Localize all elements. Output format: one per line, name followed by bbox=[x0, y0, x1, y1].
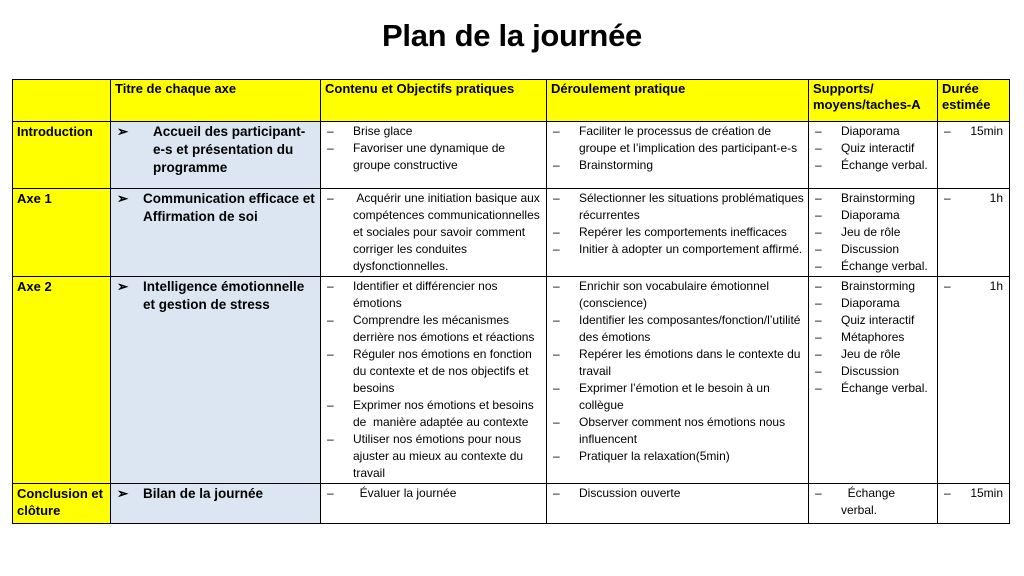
list-item bbox=[813, 278, 933, 295]
dash-bullet-icon: – bbox=[815, 313, 822, 327]
dash-bullet-icon: – bbox=[553, 486, 560, 500]
list-item bbox=[551, 123, 804, 157]
dash-bullet-icon: – bbox=[553, 279, 560, 293]
list-item-text: Diaporama bbox=[841, 208, 900, 222]
dash-bullet-icon: – bbox=[327, 313, 334, 327]
list-item bbox=[813, 123, 933, 140]
contenu-cell bbox=[321, 277, 547, 484]
list-item bbox=[551, 241, 804, 258]
header-empty bbox=[13, 80, 111, 122]
dash-bullet-icon: – bbox=[553, 158, 560, 172]
dash-bullet-icon: – bbox=[815, 330, 822, 344]
list-item bbox=[551, 414, 804, 448]
header-row bbox=[13, 80, 1010, 122]
arrow-bullet-icon: ➢ bbox=[117, 279, 129, 294]
list-item bbox=[325, 190, 542, 275]
contenu-cell bbox=[321, 122, 547, 189]
arrow-bullet-icon: ➢ bbox=[117, 191, 129, 206]
list-item-text: Exprimer l’émotion et le besoin à un collègue bbox=[579, 381, 774, 412]
row-label: Axe 2 bbox=[13, 277, 111, 484]
list-item-text: Réguler nos émotions en fonction du contexte et de nos objectifs et besoins bbox=[353, 347, 536, 395]
dash-bullet-icon: – bbox=[553, 313, 560, 327]
list-item bbox=[813, 346, 933, 363]
list-item bbox=[813, 207, 933, 224]
list-item-text: Brainstorming bbox=[841, 279, 916, 293]
list-item-text: Identifier les composantes/fonction/l’utilité des émotions bbox=[579, 313, 804, 344]
header-supports: Supports/ moyens/taches-A bbox=[809, 80, 938, 122]
axis-title: Communication efficace et Affirmation de soi bbox=[143, 191, 315, 224]
list-item bbox=[813, 363, 933, 380]
list-item bbox=[551, 278, 804, 312]
duration-value: 15min bbox=[970, 124, 1003, 138]
list-item bbox=[813, 190, 933, 207]
list-item-text: Brise glace bbox=[353, 124, 413, 138]
arrow-bullet-icon: ➢ bbox=[117, 486, 129, 501]
table-row bbox=[13, 189, 1010, 277]
list-item bbox=[551, 157, 804, 174]
dash-bullet-icon: – bbox=[553, 124, 560, 138]
list-item-text: Jeu de rôle bbox=[841, 347, 901, 361]
dash-bullet-icon: – bbox=[815, 364, 822, 378]
list-item-text: Comprendre les mécanismes derrière nos émotions et réactions bbox=[353, 313, 535, 344]
list-item bbox=[813, 295, 933, 312]
list-item bbox=[325, 485, 542, 502]
dash-bullet-icon: – bbox=[815, 225, 822, 239]
dash-bullet-icon: – bbox=[815, 279, 822, 293]
list-item-text: Quiz interactif bbox=[841, 313, 915, 327]
list-item-text: Acquérir une initiation basique aux compétences communicationnelles et sociales pour savoir comment corriger les conduites dysfonctionnelles. bbox=[353, 191, 544, 273]
list-item-text: Discussion bbox=[841, 242, 900, 256]
list-item-text: Quiz interactif bbox=[841, 141, 915, 155]
dash-bullet-icon: – bbox=[553, 191, 560, 205]
list-item bbox=[551, 380, 804, 414]
page-title: Plan de la journée bbox=[382, 18, 642, 53]
list-item-text: Diaporama bbox=[841, 296, 900, 310]
list-item bbox=[942, 123, 1005, 140]
supports-cell bbox=[809, 189, 938, 277]
supports-cell bbox=[809, 277, 938, 484]
duration-cell bbox=[938, 122, 1010, 189]
list-item bbox=[813, 258, 933, 275]
list-item bbox=[813, 224, 933, 241]
list-item bbox=[551, 312, 804, 346]
list-item bbox=[325, 346, 542, 397]
dash-bullet-icon: – bbox=[815, 124, 822, 138]
list-item-text: Initier à adopter un comportement affirmé. bbox=[579, 242, 803, 256]
list-item-text: Repérer les comportements inefficaces bbox=[579, 225, 787, 239]
list-item-text: Favoriser une dynamique de groupe constructive bbox=[353, 141, 509, 172]
list-item bbox=[813, 380, 933, 397]
dash-bullet-icon: – bbox=[327, 141, 334, 155]
list-item bbox=[551, 346, 804, 380]
deroulement-cell bbox=[547, 484, 809, 524]
dash-bullet-icon: – bbox=[327, 191, 334, 205]
dash-bullet-icon: – bbox=[815, 141, 822, 155]
dash-bullet-icon: – bbox=[815, 296, 822, 310]
dash-bullet-icon: – bbox=[815, 259, 822, 273]
dash-bullet-icon: – bbox=[553, 347, 560, 361]
dash-bullet-icon: – bbox=[815, 158, 822, 172]
axis-title-cell bbox=[111, 189, 321, 277]
row-label: Conclusion et clôture bbox=[13, 484, 111, 524]
deroulement-cell bbox=[547, 277, 809, 484]
list-item bbox=[325, 140, 542, 174]
list-item bbox=[813, 140, 933, 157]
agenda-table bbox=[12, 79, 1010, 524]
deroulement-cell bbox=[547, 189, 809, 277]
list-item-text: Diaporama bbox=[841, 124, 900, 138]
axis-title: Intelligence émotionnelle et gestion de stress bbox=[143, 279, 305, 312]
arrow-bullet-icon: ➢ bbox=[117, 124, 129, 139]
list-item-text: Utiliser nos émotions pour nous ajuster au mieux au contexte du travail bbox=[353, 432, 527, 480]
dash-bullet-icon: – bbox=[815, 191, 822, 205]
list-item-text: Identifier et différencier nos émotions bbox=[353, 279, 501, 310]
duration-value: 1h bbox=[989, 279, 1003, 293]
header-procedure: Déroulement pratique bbox=[547, 80, 809, 122]
contenu-cell bbox=[321, 484, 547, 524]
list-item-text: Brainstorming bbox=[841, 191, 916, 205]
list-item-text: Discussion bbox=[841, 364, 900, 378]
list-item bbox=[813, 312, 933, 329]
list-item bbox=[551, 448, 804, 465]
list-item bbox=[813, 157, 933, 174]
list-item-text: Échange verbal. bbox=[841, 158, 928, 172]
axis-title: Bilan de la journée bbox=[143, 486, 264, 501]
row-label: Introduction bbox=[13, 122, 111, 189]
header-duration: Durée estimée bbox=[938, 80, 1010, 122]
header-content: Contenu et Objectifs pratiques bbox=[321, 80, 547, 122]
list-item bbox=[813, 241, 933, 258]
list-item bbox=[325, 123, 542, 140]
dash-bullet-icon: – bbox=[327, 347, 334, 361]
list-item-text: Discussion ouverte bbox=[579, 486, 681, 500]
list-item-text: Brainstorming bbox=[579, 158, 654, 172]
dash-bullet-icon: – bbox=[815, 208, 822, 222]
table-row bbox=[13, 484, 1010, 524]
axis-title-cell bbox=[111, 122, 321, 189]
duration-cell bbox=[938, 277, 1010, 484]
dash-bullet-icon: – bbox=[327, 432, 334, 446]
duration-value: 15min bbox=[970, 486, 1003, 500]
list-item bbox=[325, 278, 542, 312]
dash-bullet-icon: – bbox=[553, 415, 560, 429]
list-item-text: Échange verbal. bbox=[841, 486, 899, 517]
dash-bullet-icon: – bbox=[553, 381, 560, 395]
dash-bullet-icon: – bbox=[944, 279, 951, 293]
duration-cell bbox=[938, 484, 1010, 524]
list-item bbox=[325, 397, 542, 431]
dash-bullet-icon: – bbox=[327, 279, 334, 293]
dash-bullet-icon: – bbox=[815, 347, 822, 361]
table-row bbox=[13, 277, 1010, 484]
dash-bullet-icon: – bbox=[944, 191, 951, 205]
dash-bullet-icon: – bbox=[815, 242, 822, 256]
row-label: Axe 1 bbox=[13, 189, 111, 277]
supports-cell bbox=[809, 122, 938, 189]
list-item-text: Repérer les émotions dans le contexte du travail bbox=[579, 347, 804, 378]
duration-value: 1h bbox=[989, 191, 1003, 205]
list-item-text: Jeu de rôle bbox=[841, 225, 901, 239]
list-item bbox=[551, 485, 804, 502]
axis-title: Accueil des participant-e-s et présentation du programme bbox=[153, 124, 306, 175]
axis-title-cell bbox=[111, 484, 321, 524]
contenu-cell bbox=[321, 189, 547, 277]
list-item-text: Enrichir son vocabulaire émotionnel (conscience) bbox=[579, 279, 773, 310]
dash-bullet-icon: – bbox=[815, 381, 822, 395]
list-item bbox=[942, 278, 1005, 295]
list-item bbox=[551, 224, 804, 241]
list-item-text: Échange verbal. bbox=[841, 259, 928, 273]
axis-title-cell bbox=[111, 277, 321, 484]
duration-cell bbox=[938, 189, 1010, 277]
list-item bbox=[551, 190, 808, 224]
list-item bbox=[942, 485, 1005, 502]
list-item-text: Évaluer la journée bbox=[353, 486, 457, 500]
dash-bullet-icon: – bbox=[327, 486, 334, 500]
dash-bullet-icon: – bbox=[553, 225, 560, 239]
list-item-text: Métaphores bbox=[841, 330, 905, 344]
list-item-text: Pratiquer la relaxation(5min) bbox=[579, 449, 730, 463]
dash-bullet-icon: – bbox=[327, 124, 334, 138]
header-axis-title: Titre de chaque axe bbox=[111, 80, 321, 122]
list-item-text: Échange verbal. bbox=[841, 381, 928, 395]
list-item bbox=[942, 190, 1005, 207]
list-item-text: Observer comment nos émotions nous influencent bbox=[579, 415, 789, 446]
list-item bbox=[813, 485, 933, 519]
dash-bullet-icon: – bbox=[553, 242, 560, 256]
list-item bbox=[813, 329, 933, 346]
list-item-text: Exprimer nos émotions et besoins de manière adaptée au contexte bbox=[353, 398, 538, 429]
dash-bullet-icon: – bbox=[553, 449, 560, 463]
table-row bbox=[13, 122, 1010, 189]
list-item-text: Sélectionner les situations problématiques récurrentes bbox=[579, 191, 808, 222]
dash-bullet-icon: – bbox=[815, 486, 822, 500]
dash-bullet-icon: – bbox=[327, 398, 334, 412]
list-item-text: Faciliter le processus de création de groupe et l’implication des participant-e-s bbox=[579, 124, 798, 155]
dash-bullet-icon: – bbox=[944, 124, 951, 138]
list-item bbox=[325, 431, 542, 482]
deroulement-cell bbox=[547, 122, 809, 189]
list-item bbox=[325, 312, 542, 346]
supports-cell bbox=[809, 484, 938, 524]
dash-bullet-icon: – bbox=[944, 486, 951, 500]
